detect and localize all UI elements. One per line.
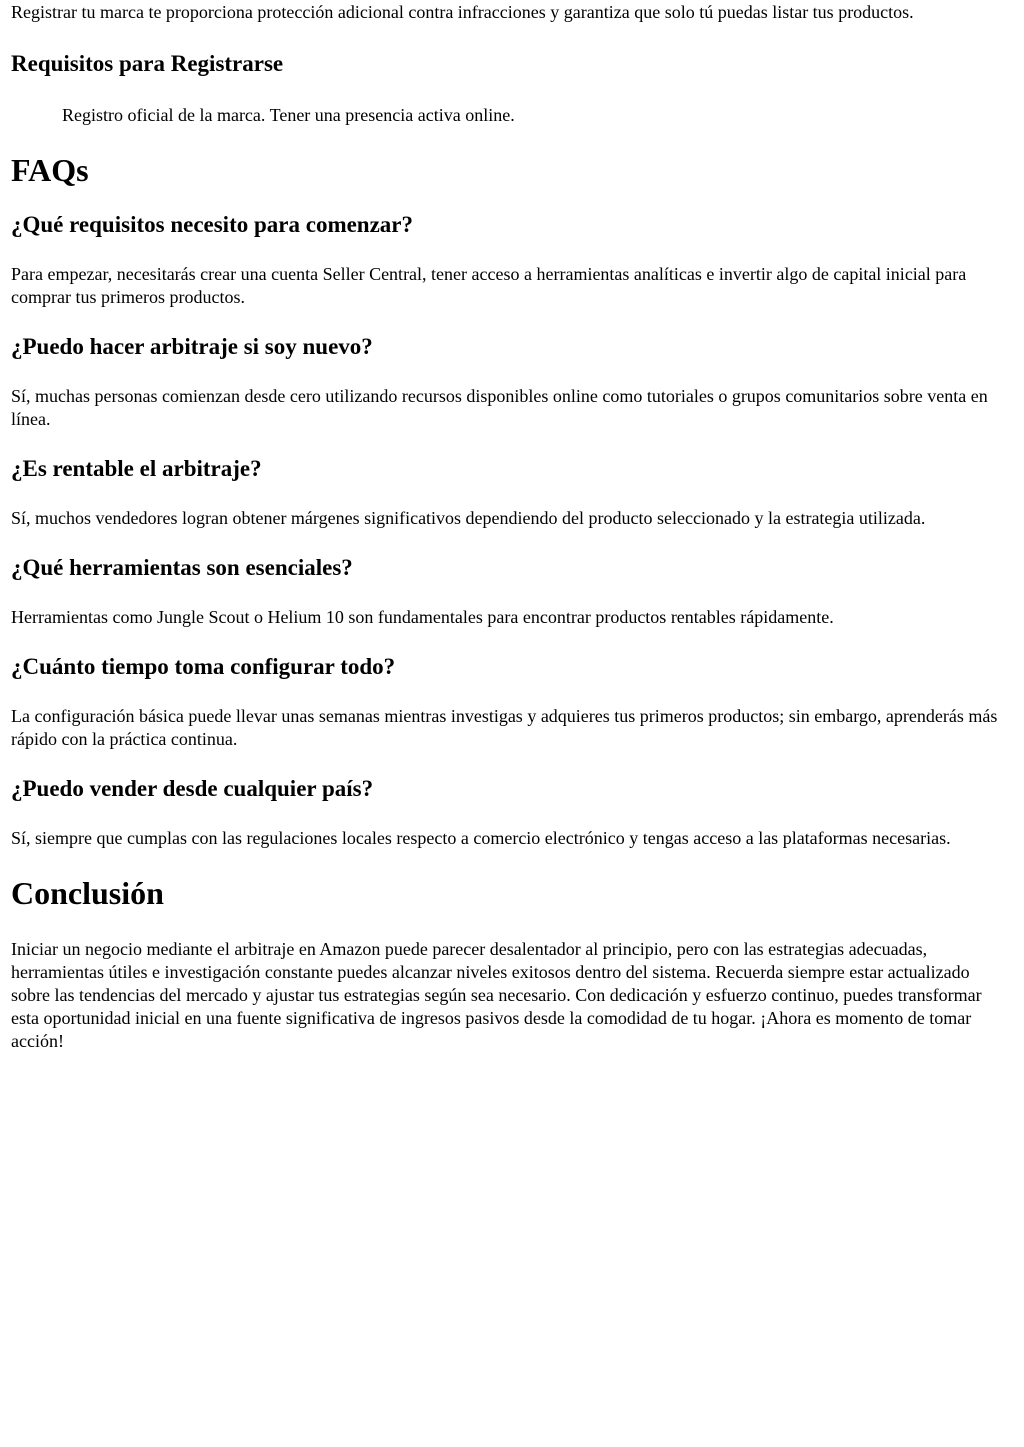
faq-answer: Sí, muchas personas comienzan desde cero utilizando recursos disponibles online como tutoriales o grupos comunitarios sobre venta en línea. bbox=[11, 386, 988, 429]
faq-question: ¿Qué requisitos necesito para comenzar? bbox=[11, 212, 414, 237]
faq-answer: Sí, siempre que cumplas con las regulaciones locales respecto a comercio electrónico y tengas acceso a las plataformas necesarias. bbox=[11, 828, 951, 848]
intro-paragraph: Registrar tu marca te proporciona protección adicional contra infracciones y garantiza que solo tú puedas listar tus productos. bbox=[11, 2, 914, 22]
faq-question: ¿Puedo vender desde cualquier país? bbox=[11, 776, 374, 801]
conclusion-paragraph: Iniciar un negocio mediante el arbitraje en Amazon puede parecer desalentador al principio, pero con las estrategias adecuadas, herramientas útiles e investigación constante puedes alcanzar niveles exitosos dentro del sistema. Recuerda siempre estar actualizado sobre las tendencias del mercado y ajustar tus estrategias según sea necesario. Con dedicación y esfuerzo continuo, puedes transformar esta oportunidad inicial en una fuente significativa de ingresos pasivos desde la comodidad de tu hogar. ¡Ahora es momento de tomar acción! bbox=[11, 939, 982, 1051]
faq-question: ¿Qué herramientas son esenciales? bbox=[11, 555, 353, 580]
faq-question: ¿Es rentable el arbitraje? bbox=[11, 456, 262, 481]
faq-answer: Para empezar, necesitarás crear una cuenta Seller Central, tener acceso a herramientas analíticas e invertir algo de capital inicial para comprar tus primeros productos. bbox=[11, 264, 967, 307]
faq-question: ¿Cuánto tiempo toma configurar todo? bbox=[11, 654, 396, 679]
faq-answer: Herramientas como Jungle Scout o Helium 10 son fundamentales para encontrar productos rentables rápidamente. bbox=[11, 607, 834, 627]
conclusion-heading: Conclusión bbox=[11, 875, 164, 911]
requirements-heading: Requisitos para Registrarse bbox=[11, 51, 284, 76]
requirements-quote: Registro oficial de la marca. Tener una presencia activa online. bbox=[62, 105, 515, 125]
faq-answer: La configuración básica puede llevar unas semanas mientras investigas y adquieres tus primeros productos; sin embargo, aprenderás más rápido con la práctica continua. bbox=[11, 706, 998, 749]
faq-question: ¿Puedo hacer arbitraje si soy nuevo? bbox=[11, 334, 373, 359]
faqs-heading: FAQs bbox=[11, 152, 89, 188]
faq-answer: Sí, muchos vendedores logran obtener márgenes significativos dependiendo del producto seleccionado y la estrategia utilizada. bbox=[11, 508, 926, 528]
